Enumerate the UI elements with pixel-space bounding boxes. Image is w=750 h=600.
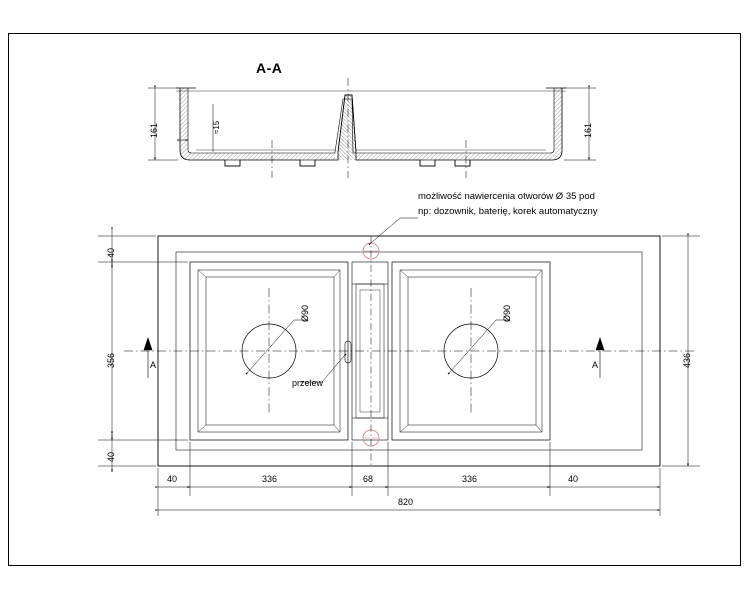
leader-note xyxy=(371,218,418,243)
dim-bowl-left-width-label: 336 xyxy=(262,474,278,484)
dim-inner-height-label: 356 xyxy=(106,352,116,368)
section-arrow-right xyxy=(596,338,604,378)
bowl-hole-right-label: Ø90 xyxy=(502,304,512,322)
faucet-note-line1: możliwość nawiercenia otworów Ø 35 pod xyxy=(418,191,595,202)
dim-total-width-label: 820 xyxy=(398,497,414,507)
dim-left-margin-label: 40 xyxy=(167,474,178,484)
leader-hole-left xyxy=(248,320,308,372)
section-mark-left: A xyxy=(150,360,157,370)
dim-top-margin-label: 40 xyxy=(106,247,116,258)
dim-total-height-label: 436 xyxy=(682,352,692,368)
faucet-note-line2: np: dozownik, baterię, korek automatyczny xyxy=(418,206,598,217)
leader-hole-right xyxy=(450,320,510,372)
overflow-label: przelew xyxy=(292,378,324,388)
section-aa-geometry xyxy=(176,84,566,166)
section-arrow-left xyxy=(144,338,152,378)
dim-right-margin-label: 40 xyxy=(568,474,579,484)
dim-bridge-width-label: 68 xyxy=(363,474,374,484)
dim-bowl-right-width-label: 336 xyxy=(462,474,478,484)
dim-section-height-right-label: 161 xyxy=(583,122,593,138)
dim-wall-thickness-label: ≈15 xyxy=(212,120,221,134)
dim-bottom-margin-label: 40 xyxy=(106,451,116,462)
dim-section-height-left-label: 161 xyxy=(149,122,159,138)
section-title: A-A xyxy=(256,60,283,76)
plan-center-lines xyxy=(124,236,694,466)
section-mark-right: A xyxy=(592,360,599,370)
section-center-lines xyxy=(272,78,466,178)
bowl-hole-left-label: Ø90 xyxy=(300,304,310,322)
